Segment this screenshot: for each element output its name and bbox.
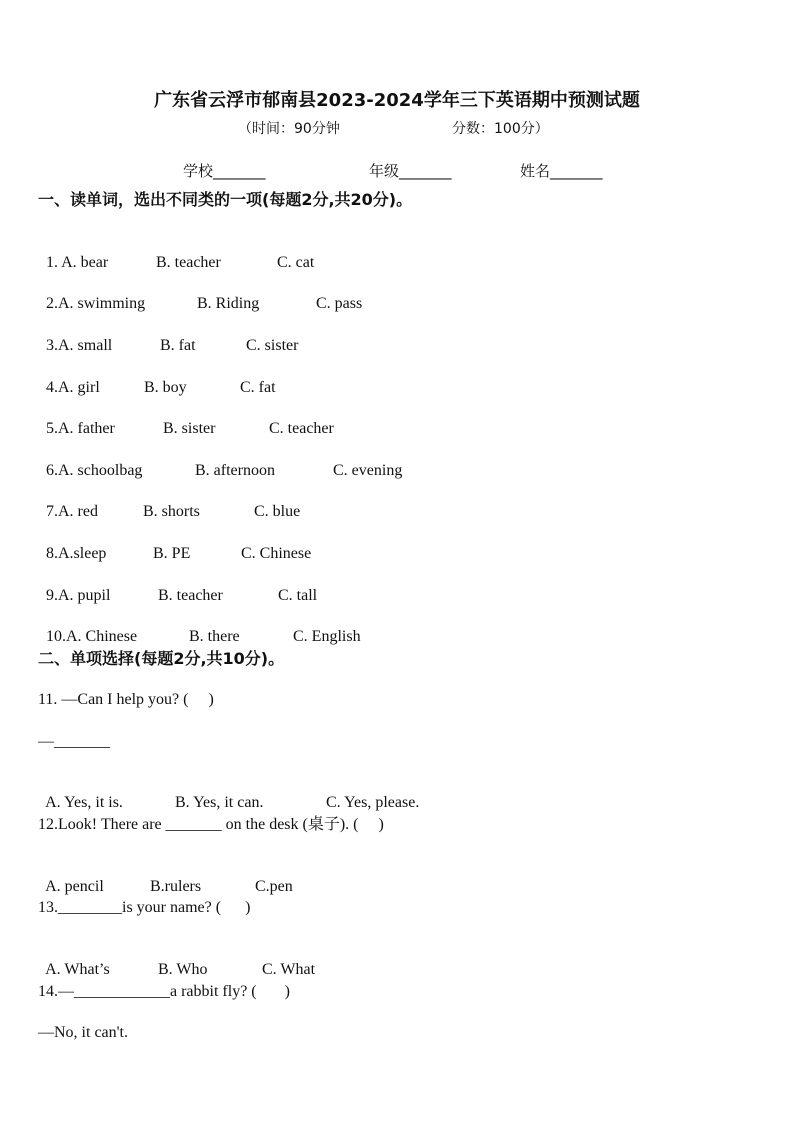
question-11-options — [38, 773, 420, 813]
question-number: 9. — [46, 587, 58, 604]
grade-field: 年级_______ — [369, 162, 452, 180]
option-a: A. girl — [58, 379, 100, 396]
option-b: B. Who — [158, 961, 208, 978]
option-b: B. shorts — [143, 503, 200, 520]
option-a: A. bear — [61, 254, 109, 271]
question-8 — [38, 524, 312, 564]
question-9 — [38, 566, 318, 606]
question-11-stem: 11. —Can I help you? ( ) — [38, 691, 214, 708]
section1-heading: 一、读单词，选出不同类的一项(每题2分,共20分)。 — [38, 190, 413, 209]
question-14-stem: 14.—____________a rabbit fly? ( ) — [38, 983, 290, 1000]
option-c: C. blue — [254, 503, 301, 520]
name-field: 姓名_______ — [520, 162, 603, 180]
option-c: C. tall — [278, 587, 318, 604]
question-number: 2. — [46, 295, 58, 312]
option-c: C. cat — [277, 254, 315, 271]
option-c: C. teacher — [269, 420, 334, 437]
exam-time: （时间：90分钟 — [238, 121, 340, 137]
option-c: C.pen — [255, 878, 293, 895]
question-14-answer: —No, it can't. — [38, 1024, 128, 1041]
option-b: B. sister — [163, 420, 216, 437]
question-13-options — [38, 940, 316, 980]
option-a: A. father — [58, 420, 115, 437]
option-b: B. Riding — [197, 295, 260, 312]
option-b: B. teacher — [158, 587, 223, 604]
option-a: A. swimming — [58, 295, 146, 312]
question-number: 4. — [46, 379, 58, 396]
option-c: C. What — [262, 961, 316, 978]
question-3 — [38, 316, 299, 356]
option-a: A. Chinese — [66, 628, 138, 645]
question-number: 10. — [46, 628, 66, 645]
option-c: C. Yes, please. — [326, 794, 420, 811]
question-6 — [38, 441, 403, 481]
question-number: 7. — [46, 503, 58, 520]
question-7 — [38, 482, 301, 522]
option-a: A. schoolbag — [58, 462, 143, 479]
question-11-answer: —_______ — [38, 733, 110, 750]
question-12-options — [38, 857, 293, 897]
question-12-stem: 12.Look! There are _______ on the desk (桌子). ( ) — [38, 816, 384, 833]
option-c: C. evening — [333, 462, 403, 479]
option-b: B. fat — [160, 337, 196, 354]
option-b: B. PE — [153, 545, 191, 562]
option-c: C. pass — [316, 295, 363, 312]
question-number: 1. — [46, 254, 62, 271]
exam-title: 广东省云浮市郁南县2023-2024学年三下英语期中预测试题 — [154, 90, 640, 111]
option-a: A. What’s — [45, 961, 110, 978]
school-field: 学校_______ — [183, 162, 266, 180]
option-a: A. Yes, it is. — [45, 794, 123, 811]
option-c: C. sister — [246, 337, 299, 354]
option-a: A. pencil — [45, 878, 104, 895]
option-b: B. Yes, it can. — [175, 794, 264, 811]
option-a: A. red — [58, 503, 98, 520]
question-4 — [38, 358, 276, 398]
question-1 — [38, 233, 315, 273]
option-a: A. small — [58, 337, 113, 354]
question-number: 8. — [46, 545, 58, 562]
option-c: C. fat — [240, 379, 276, 396]
question-5 — [38, 399, 334, 439]
section2-heading: 二、单项选择(每题2分,共10分)。 — [38, 649, 285, 668]
option-a: A. pupil — [58, 587, 111, 604]
option-b: B.rulers — [150, 878, 202, 895]
question-13-stem: 13.________is your name? ( ) — [38, 899, 251, 916]
exam-score: 分数：100分） — [452, 121, 549, 137]
option-b: B. there — [189, 628, 240, 645]
option-c: C. Chinese — [241, 545, 312, 562]
option-b: B. afternoon — [195, 462, 275, 479]
question-number: 6. — [46, 462, 58, 479]
option-a: A.sleep — [58, 545, 107, 562]
question-2 — [38, 274, 363, 314]
question-number: 3. — [46, 337, 58, 354]
question-10 — [38, 607, 361, 647]
option-b: B. teacher — [156, 254, 221, 271]
option-c: C. English — [293, 628, 361, 645]
option-b: B. boy — [144, 379, 187, 396]
question-number: 5. — [46, 420, 58, 437]
